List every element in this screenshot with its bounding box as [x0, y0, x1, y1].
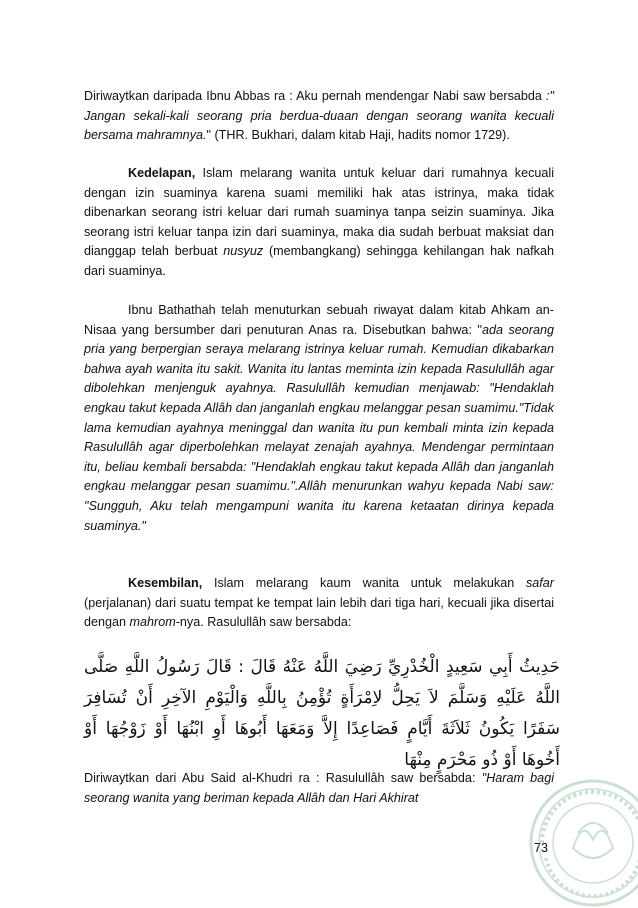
section-heading-kedelapan: Kedelapan,	[128, 166, 196, 180]
italic-quote: "Haram bagi seorang wanita yang beriman kepada Allâh dan Hari Akhirat	[84, 771, 554, 805]
text-span: (membangkang) sehingga kehilangan hak nafkah dari suaminya.	[84, 244, 554, 278]
university-seal-watermark	[528, 778, 638, 908]
paragraph-kedelapan	[84, 164, 554, 282]
italic-narration: ada seorang pria yang berpergian seraya melarang istrinya keluar rumah. Kemudian dikabarkan bahwa ayah wanita itu sakit. Wanita itu lantas meminta izin kepada Rasulullâh agar dibolehkan menjenguk ayahnya. Rasulullâh kemudian menjawab: "Hendaklah engkau takut kepada Allâh dan janganlah engkau melanggar pesan suamimu."Tidak lama kemudian ayahnya meninggal dan wanita itu pun kembali minta izin kepada Rasulullâh agar diperbolehkan melayat zenajah ayahnya. Mendengar permintaan itu, beliau kembali bersabda: "Hendaklah engkau takut kepada Allâh dan janganlah engkau melanggar pesan suamimu.".Allâh menurunkan wahyu kepada Nabi saw: "Sungguh, Aku telah mengampuni wanita itu karena ketaatan dirinya kepada suaminya."	[84, 322, 554, 533]
text-span: -nya. Rasulullâh saw bersabda:	[175, 615, 352, 630]
text-span: Islam melarang wanita untuk keluar dari rumahnya kecuali dengan izin suaminya karena suami memiliki hak atas istrinya, maka tidak dibenarkan seorang istri keluar dari rumah suaminya tanpa seizin suaminya. Jika seorang istri keluar tanpa izin dari suaminya, maka dia sudah berbuat maksiat dan dianggap telah berbuat	[84, 166, 554, 259]
paragraph-ibnu-bathathah	[84, 301, 554, 536]
paragraph-abu-said	[84, 769, 554, 808]
text-span: Islam melarang kaum wanita untuk melakukan	[202, 576, 526, 590]
text-span: " (THR. Bukhari, dalam kitab Haji, hadits nomor 1729).	[206, 128, 510, 143]
text-span: Ibnu Bathathah telah menuturkan sebuah riwayat dalam kitab Ahkam an-Nisaa yang bersumber dari penuturan Anas ra. Disebutkan bahwa: "	[84, 303, 554, 337]
text-span: Diriwaytkan dari Abu Said al-Khudri ra : Rasulullâh saw bersabda:	[84, 771, 482, 785]
section-heading-kesembilan: Kesembilan,	[128, 576, 203, 590]
text-span: Diriwaytkan daripada Ibnu Abbas ra : Aku pernah mendengar Nabi saw bersabda	[84, 89, 547, 103]
text-span: (perjalanan) dari suatu tempat ke tempat lain lebih dari tiga hari, kecuali jika disertai dengan	[84, 595, 554, 630]
italic-quote: :" Jangan sekali-kali seorang pria berdua-duaan dengan seorang wanita kecuali bersama mahramnya.	[84, 89, 554, 143]
arabic-hadith: حَدِيثُ أَبِي سَعِيدٍ الْخُدْرِيِّ رَضِيَ اللَّهُ عَنْهُ قَالَ : قَالَ رَسُولُ اللَّهِ صَلَّى اللَّهُ عَلَيْهِ وَسَلَّمَ لاَ يَحِلُّ لاِمْرَأَةٍ تُؤْمِنُ بِاللَّهِ وَالْيَوْمِ الآخِرِ أَنْ تُسَافِرَ سَفَرًا يَكُونُ ثَلاَثَةَ أَيَّامٍ فَصَاعِدًا إِلاَّ وَمَعَهَا أَبُوهَا أَوِ ابْنُهَا أَوْ زَوْجُهَا أَوْ أَخُوهَا أَوْ ذُو مَحْرَمٍ مِنْهَا	[84, 657, 560, 770]
paragraph-ibnu-abbas	[84, 87, 554, 146]
italic-term: safar	[526, 576, 554, 590]
paragraph-kesembilan	[84, 574, 554, 633]
italic-term: mahrom	[129, 615, 176, 630]
page-number: 73	[534, 841, 549, 855]
italic-term: nusyuz	[223, 244, 264, 259]
